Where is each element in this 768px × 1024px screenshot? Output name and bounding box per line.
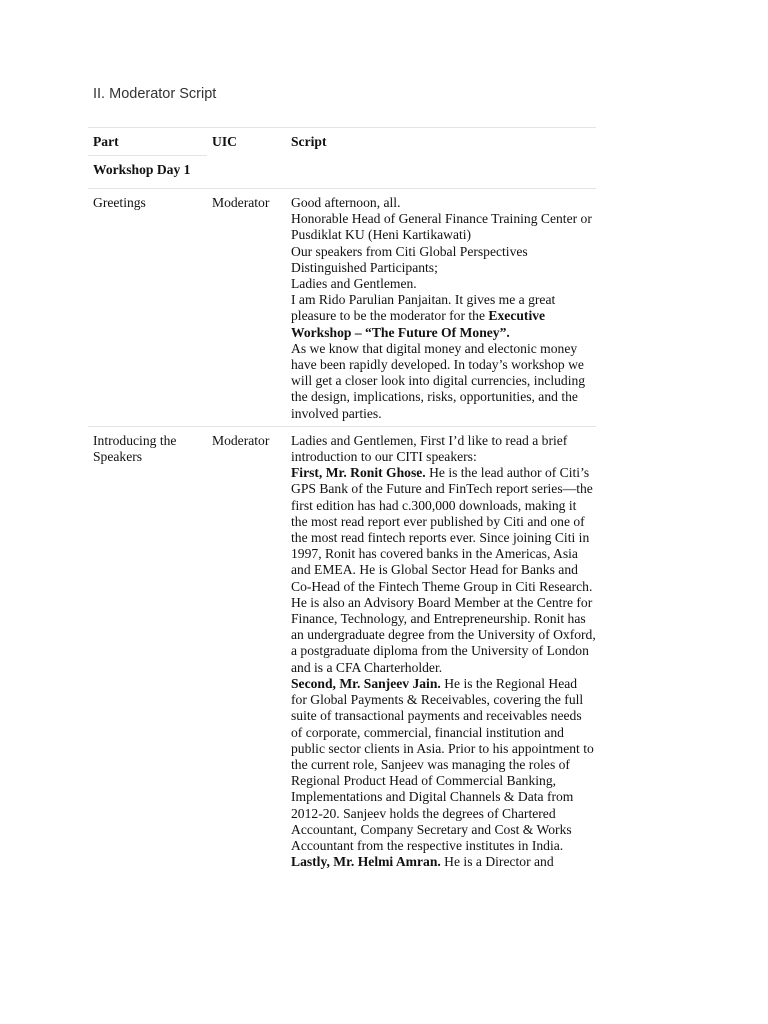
speakers-script (286, 433, 596, 870)
greetings-line: Distinguished Participants; (291, 259, 438, 275)
greetings-line: Ladies and Gentlemen. (291, 276, 417, 292)
section-title: II. Moderator Script (93, 86, 217, 102)
speaker-sanjeev (291, 676, 596, 854)
speaker-helmi-name: Lastly, Mr. Helmi Amran. (291, 854, 441, 870)
header-script: Script (291, 134, 327, 149)
table-row-speakers (88, 427, 596, 870)
workshop-name: Executive Workshop – “The Future Of Money”. (291, 308, 546, 340)
moderator-intro-text: I am Rido Parulian Panjaitan. It gives me a great pleasure to be the moderator for the (291, 292, 556, 324)
greetings-line (291, 292, 596, 341)
speakers-intro: Ladies and Gentlemen, First I’d like to read a brief introduction to our CITI speakers: (291, 432, 568, 465)
speaker-helmi-bio: He is a Director and (440, 854, 554, 870)
greetings-line: Honorable Head of General Finance Training Center or Pusdiklat KU (Heni Kartikawati) (291, 211, 592, 243)
greetings-line: Good afternoon, all. (291, 195, 401, 210)
speaker-ronit-bio: He is the lead author of Citi’s GPS Bank of the Future and FinTech report series—the first edition has had c.300,000 downloads, making it the most read report ever published by Citi and one of the most read fintech reports ever. Since joining Citi in 1997, Ronit has covered banks in the Americas, Asia and EMEA. He is Global Sector Head for Banks and Co-Head of the Fintech Theme Group in Citi Research. He is also an Advisory Board Member at the Centre for Finance, Technology, and Entrepreneurship. Ronit has an undergraduate degree from the University of Oxford, a postgraduate diploma from the University of London and is a CFA Charterholder. (291, 465, 596, 675)
header-part: Part (93, 134, 119, 149)
speaker-helmi (291, 854, 596, 870)
greetings-uic: Moderator (212, 195, 270, 210)
workshop-day-label: Workshop Day 1 (93, 162, 191, 177)
speakers-part: Introducing the Speakers (93, 432, 177, 465)
greetings-script (286, 195, 596, 422)
header-uic: UIC (212, 134, 237, 149)
greetings-part: Greetings (93, 195, 146, 210)
table-row-greetings (88, 189, 596, 426)
speaker-sanjeev-bio: He is the Regional Head for Global Payments & Receivables, covering the full suite of transactional payments and receivables needs of corporate, commercial, financial institution and public sector clients in Asia. Prior to his appointment to the current role, Sanjeev was managing the roles of Regional Product Head of Commercial Banking, Implementations and Digital Channels & Data from 2012-20. Sanjeev holds the degrees of Chartered Accountant, Company Secretary and Cost & Works Accountant from the respective institutes in India. (291, 675, 594, 853)
speakers-uic: Moderator (212, 432, 270, 448)
moderator-script-table (88, 127, 596, 870)
workshop-day-row (88, 156, 596, 188)
speaker-ronit (291, 465, 596, 676)
table-header-row (88, 128, 596, 155)
greetings-line: As we know that digital money and electonic money have been rapidly developed. In today’s workshop we will get a closer look into digital currencies, including the design, implications, risks, opportunities, and the involved parties. (291, 340, 586, 421)
speaker-sanjeev-name: Second, Mr. Sanjeev Jain. (291, 675, 441, 691)
greetings-line: Our speakers from Citi Global Perspectives (291, 243, 528, 259)
speaker-ronit-name: First, Mr. Ronit Ghose. (291, 465, 426, 481)
